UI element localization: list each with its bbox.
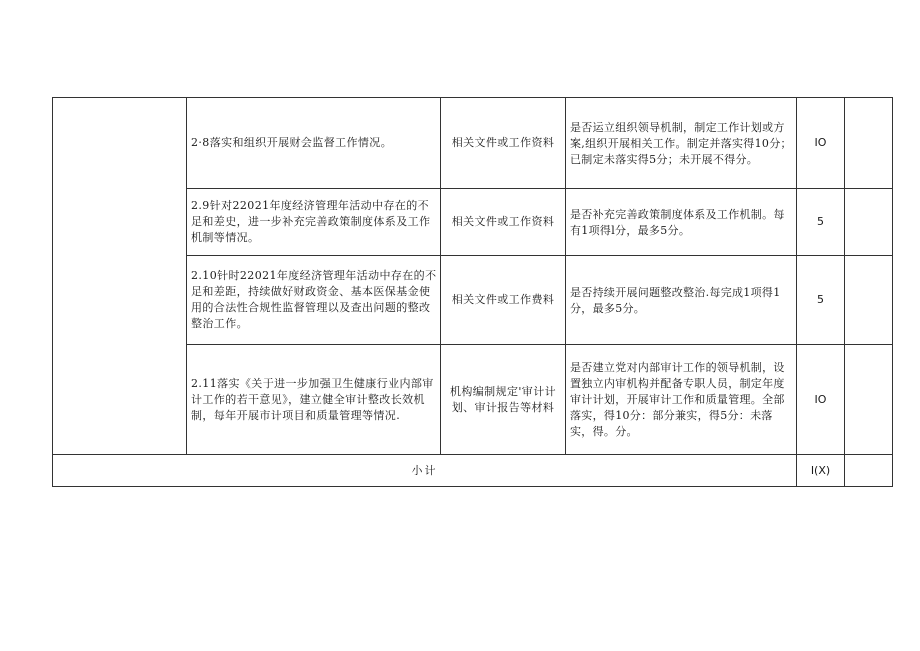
criteria-cell [566,98,797,189]
scoring-table [52,97,893,487]
basis-text: 相关文件或工作资料 [451,136,555,149]
score-text: IO [814,136,827,149]
score-cell [797,98,845,189]
item-cell [187,256,441,345]
score-text: 5 [817,215,824,228]
score-cell [797,189,845,256]
item-text: 2.11落实《关于进一步加强卫生健康行业内部审计工作的若干意见》，建立健全审计整改长效机制，每年开展市计项目和质量管理等情况. [191,376,434,422]
subtotal-label: 小计 [411,463,438,477]
basis-cell [441,345,566,455]
basis-cell [441,256,566,345]
subtotal-row [53,455,893,487]
basis-text: 相关文件或工作资料 [451,215,555,228]
criteria-cell [566,256,797,345]
score-cell [797,256,845,345]
basis-cell [441,98,566,189]
category-cell [53,98,187,455]
item-cell [187,98,441,189]
remark-cell [845,256,893,345]
score-text: 5 [817,293,824,306]
item-cell [187,189,441,256]
score-cell [797,345,845,455]
subtotal-remark-cell [845,455,893,487]
item-cell [187,345,441,455]
basis-text: 机构编制规定'审计计划、审计报告等材料 [449,384,557,414]
remark-cell [845,189,893,256]
item-text: 2·8落实和组织开展财会监督工作情况。 [191,136,393,149]
subtotal-label-cell [53,455,797,487]
table-row [53,98,893,189]
remark-cell [845,345,893,455]
remark-cell [845,98,893,189]
criteria-text: 是否补充完善政策制度体系及工作机制。每有1项得l分，最多5分。 [570,207,785,237]
criteria-cell [566,345,797,455]
criteria-text: 是否持续开展问题整改整治.每完成1项得1分，最多5分。 [570,285,781,315]
score-text: IO [814,392,827,406]
basis-cell [441,189,566,256]
criteria-text: 是否建立党对内部审计工作的领导机制，设置独立内审机构并配备专职人员，制定年度审计计划，开展审计工作和质量管理。全部落实，得10分：部分兼实，得5分：未落实，得。分。 [570,361,785,438]
subtotal-score-cell [797,455,845,487]
criteria-cell [566,189,797,256]
item-text: 2.9针对22021年度经济管理年活动中存在的不足和差史，进一步补充完善政策制度体系及工作机制等情况。 [191,199,431,244]
item-text: 2.10针时22021年度经济管理年活动中存在的不足和差距，持续做好财政资金、基本医保基金使用的合法性合规性监督管理以及查出问题的整改整治工作。 [191,269,437,330]
criteria-text: 是否运立组织领导机制，制定工作计划或方案,组织开展相关工作。制定并落实得10分；已制定未落实得5分；未开展不得分。 [570,120,792,166]
basis-text: 相关文件或工作费料 [451,293,555,306]
subtotal-score: I(X) [810,463,831,477]
